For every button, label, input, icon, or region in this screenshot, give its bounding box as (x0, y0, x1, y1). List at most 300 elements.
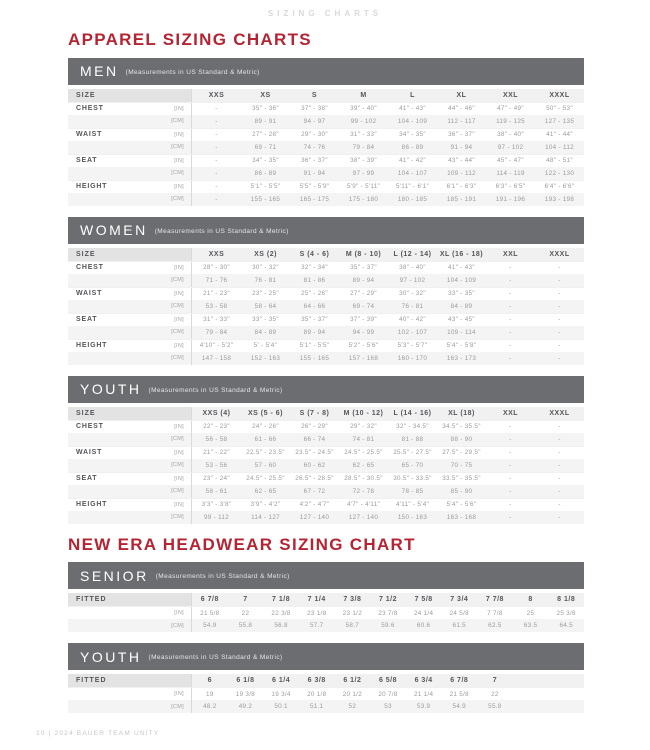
value-cell: 104 - 107 (397, 169, 428, 177)
value-cell: - (558, 501, 561, 509)
value-cell: 61.5 (452, 622, 466, 630)
table-row (68, 180, 584, 193)
value-cell: 81 - 86 (303, 276, 326, 284)
value-cell: 163 - 173 (446, 354, 477, 362)
value-cell: 67 - 72 (303, 487, 326, 495)
value-cell: 22" - 23" (203, 423, 230, 431)
value-cell: 24.5" - 25.5" (246, 475, 285, 483)
col-header: 6 1/8 (236, 677, 255, 685)
row-label-cell (68, 700, 192, 713)
value-cell: - (509, 501, 512, 509)
unit-label: [IN] (174, 610, 184, 617)
value-cell: 127 - 140 (299, 513, 330, 521)
value-cell: 122 - 130 (544, 169, 575, 177)
value-cell: 37" - 39" (350, 316, 377, 324)
value-cell: 28.5" - 30.5" (344, 475, 383, 483)
value-cell: 41" - 44" (546, 131, 573, 139)
value-cell: - (509, 487, 512, 495)
value-cell: - (215, 117, 218, 125)
col-header: M (360, 91, 367, 99)
col-header: 6 7/8 (200, 596, 219, 604)
value-cell: 89 - 91 (254, 117, 277, 125)
value-cell: 24 5/8 (449, 609, 469, 617)
value-cell: 62.5 (488, 622, 502, 630)
value-cell: 19 (206, 690, 214, 698)
value-cell (548, 700, 584, 713)
table-header-row (68, 593, 584, 606)
value-cell: - (558, 276, 561, 284)
value-cell: 160 - 170 (397, 354, 428, 362)
table-row (68, 433, 584, 446)
page-header-label: SIZING CHARTS (267, 9, 383, 18)
value-cell: 65 - 70 (401, 461, 424, 469)
value-cell: - (558, 316, 561, 324)
col-header: XL (18) (448, 409, 475, 417)
unit-label: [CM] (171, 196, 184, 203)
col-header: XXS (208, 250, 225, 258)
value-cell: 57 - 60 (254, 461, 277, 469)
row-label-cell (68, 485, 192, 498)
section-title: YOUTH (80, 381, 142, 398)
unit-label: [CM] (171, 436, 184, 443)
row-label-cell (68, 499, 192, 511)
value-cell: - (509, 513, 512, 521)
table-row (68, 472, 584, 485)
section-title: MEN (80, 63, 119, 80)
table-header-row (68, 674, 584, 687)
value-cell: 79 - 84 (352, 143, 375, 151)
value-cell: - (509, 276, 512, 284)
table-row (68, 606, 584, 619)
col-header: XL (16 - 18) (439, 250, 484, 258)
value-cell: 104 - 109 (397, 117, 428, 125)
value-cell: 86 - 89 (254, 169, 277, 177)
value-cell: 79 - 84 (205, 328, 228, 336)
col-header: XL (456, 91, 467, 99)
value-cell: 20 1/2 (342, 690, 362, 698)
value-cell: 21 1/4 (413, 690, 434, 698)
row-label: HEIGHT (76, 501, 108, 509)
value-cell: - (215, 105, 218, 113)
value-cell: - (509, 475, 512, 483)
table-row (68, 700, 584, 713)
value-cell: 30" - 32" (399, 290, 426, 298)
value-cell: 23 7/8 (378, 609, 398, 617)
row-label-cell (68, 288, 192, 300)
col-header: 7 1/2 (378, 596, 398, 604)
value-cell: 180 - 185 (397, 195, 428, 203)
col-header: 8 1/8 (557, 596, 576, 604)
value-cell: 163 - 168 (446, 513, 477, 521)
page-footer: 10 | 2024 BAUER TEAM UNITY (36, 730, 160, 737)
sizing-table (68, 407, 584, 524)
value-cell: - (558, 328, 561, 336)
value-cell: 155 - 165 (299, 354, 330, 362)
value-cell: 191 - 196 (495, 195, 526, 203)
value-cell: 24" - 26" (252, 423, 279, 431)
value-cell: 99 - 102 (350, 117, 377, 125)
section-subtitle: (Measurements in US Standard & Metric) (155, 573, 290, 581)
row-label-cell (68, 688, 192, 700)
value-cell: 97 - 102 (399, 276, 426, 284)
value-cell: 5'3" - 5'7" (397, 342, 428, 350)
value-cell: 30.5" - 33.5" (393, 475, 432, 483)
row-label: HEIGHT (76, 183, 108, 191)
value-cell: 85 - 90 (450, 487, 473, 495)
section-bar (68, 562, 584, 589)
value-cell: 127 - 140 (348, 513, 379, 521)
unit-label: [IN] (174, 264, 184, 271)
value-cell: 34" - 35" (399, 131, 426, 139)
row-label: WAIST (76, 290, 103, 298)
headwear-charts (68, 562, 584, 713)
value-cell: 97 - 102 (497, 143, 524, 151)
row-label-cell (68, 326, 192, 339)
value-cell: - (215, 183, 218, 191)
value-cell: 51.1 (309, 703, 324, 711)
unit-label: [CM] (171, 144, 184, 151)
value-cell: 26.5" - 28.5" (295, 475, 334, 483)
table-header-row (68, 89, 584, 102)
value-cell: 6'1" - 6'3" (446, 183, 477, 191)
value-cell: 23" - 25" (252, 290, 279, 298)
row-label: CHEST (76, 105, 104, 113)
value-cell: 89 - 94 (303, 328, 326, 336)
row-label-cell (68, 129, 192, 141)
col-header: M (8 - 10) (345, 250, 382, 258)
value-cell: 114 - 127 (251, 513, 280, 521)
row-label-cell (68, 314, 192, 326)
value-cell: - (558, 302, 561, 310)
value-cell: 74 - 76 (303, 143, 326, 151)
table-row (68, 498, 584, 511)
unit-label: [IN] (174, 105, 184, 112)
value-cell: - (215, 169, 218, 177)
col-header: 6 7/8 (450, 677, 469, 685)
value-cell: 193 - 198 (544, 195, 575, 203)
row-label: SEAT (76, 316, 98, 324)
col-header: XXS (4) (202, 409, 231, 417)
value-cell: 20 7/8 (378, 690, 398, 698)
table-row (68, 619, 584, 632)
value-cell: 3'9" - 4'2" (250, 501, 281, 509)
table-row (68, 193, 584, 206)
row-label-cell (68, 193, 192, 206)
value-cell: 72 - 78 (352, 487, 375, 495)
sizing-table (68, 593, 584, 632)
value-cell: 55.8 (238, 622, 253, 630)
value-cell: - (509, 264, 512, 272)
value-cell: 54.9 (452, 703, 466, 711)
value-cell: 27" - 28" (252, 131, 279, 139)
value-cell (513, 688, 549, 700)
value-cell: - (509, 342, 512, 350)
value-cell: 25 (526, 609, 535, 617)
col-header: 7 (492, 677, 498, 685)
value-cell: 7 7/8 (487, 609, 503, 617)
col-header: XXXL (549, 91, 570, 99)
unit-label: [CM] (171, 170, 184, 177)
value-cell: 33" - 35" (448, 290, 475, 298)
value-cell: - (215, 143, 218, 151)
unit-label: [CM] (171, 462, 184, 469)
value-cell: 21" - 22" (203, 449, 230, 457)
value-cell: 5' - 5'4" (253, 342, 278, 350)
value-cell: - (509, 290, 512, 298)
table-row (68, 485, 584, 498)
value-cell: 84 - 89 (450, 302, 473, 310)
col-header: 8 (528, 596, 533, 604)
value-cell: - (215, 131, 218, 139)
section-subtitle: (Measurements in US Standard & Metric) (148, 654, 283, 662)
row-label-cell (68, 433, 192, 446)
value-cell: 19 3/4 (271, 690, 291, 698)
section-subtitle: (Measurements in US Standard & Metric) (125, 68, 260, 76)
value-cell: - (509, 302, 512, 310)
value-cell: 44" - 46" (448, 105, 475, 113)
table-row (68, 326, 584, 339)
value-cell: 5'4" - 5'6" (446, 501, 477, 509)
sizing-table (68, 674, 584, 713)
value-cell: - (509, 354, 512, 362)
value-cell: - (558, 435, 561, 443)
value-cell: 114 - 119 (496, 169, 525, 177)
value-cell: - (558, 290, 561, 298)
row-label: CHEST (76, 264, 104, 272)
value-cell: - (509, 423, 512, 431)
row-label-cell (68, 181, 192, 193)
col-header: XXS (208, 91, 225, 99)
value-cell: 22 3/8 (271, 609, 291, 617)
value-cell: 29" - 32" (350, 423, 377, 431)
col-header: 7 1/4 (307, 596, 326, 604)
row-label-cell (68, 511, 192, 524)
table-row (68, 313, 584, 326)
col-header: XXL (502, 91, 519, 99)
value-cell: 27" - 29" (350, 290, 377, 298)
value-cell: 152 - 163 (250, 354, 281, 362)
col-header: XXL (502, 250, 519, 258)
value-cell: - (509, 461, 512, 469)
unit-label: [IN] (174, 131, 184, 138)
value-cell: - (558, 475, 561, 483)
table-row (68, 167, 584, 180)
row-label-cell (68, 340, 192, 352)
unit-label: [IN] (174, 691, 184, 698)
value-cell: 71 - 76 (205, 276, 228, 284)
value-cell: 34" - 35" (252, 157, 279, 165)
value-cell: 60 - 62 (303, 461, 326, 469)
value-cell: 69 - 71 (254, 143, 277, 151)
row-label: WAIST (76, 449, 103, 457)
value-cell: 4'11" - 5'4" (395, 501, 430, 509)
value-cell: - (558, 487, 561, 495)
value-cell: 22.5" - 23.5" (246, 449, 285, 457)
col-header: 7 1/8 (272, 596, 291, 604)
value-cell: 5'4" - 5'8" (446, 342, 477, 350)
headwear-heading: NEW ERA HEADWEAR SIZING CHART (68, 534, 416, 554)
col-header: S (311, 91, 318, 99)
col-header: L (410, 91, 415, 99)
value-cell: 60.6 (416, 622, 431, 630)
value-cell: 81 - 88 (401, 435, 424, 443)
value-cell: - (558, 264, 561, 272)
value-cell: 64.5 (559, 622, 573, 630)
col-header: 6 3/8 (307, 677, 326, 685)
value-cell: 70 - 75 (450, 461, 473, 469)
unit-label: [CM] (171, 488, 184, 495)
value-cell: 43" - 44" (448, 157, 475, 165)
value-cell: 31" - 33" (203, 316, 230, 324)
table-row (68, 274, 584, 287)
value-cell: 24.5" - 25.5" (344, 449, 383, 457)
apparel-charts (68, 58, 584, 524)
value-cell: 58 - 61 (205, 487, 228, 495)
value-cell: 39" - 40" (350, 105, 377, 113)
value-cell: 86 - 89 (401, 143, 424, 151)
value-cell: 27.5" - 29.5" (442, 449, 481, 457)
unit-label: [IN] (174, 157, 184, 164)
value-cell: 36" - 37" (448, 131, 475, 139)
table-row (68, 287, 584, 300)
col-header: 7 3/4 (450, 596, 469, 604)
value-cell: 91 - 94 (303, 169, 326, 177)
unit-label: [IN] (174, 501, 184, 508)
unit-label: [CM] (171, 303, 184, 310)
value-cell: 22 (491, 690, 499, 698)
value-cell: 55.8 (488, 703, 502, 711)
section-subtitle: (Measurements in US Standard & Metric) (148, 386, 283, 394)
value-cell: 56.8 (274, 622, 288, 630)
value-cell: 23.5" - 24.5" (295, 449, 334, 457)
value-cell: 84 - 89 (254, 328, 277, 336)
value-cell: 62 - 65 (254, 487, 277, 495)
col-header: 6 3/4 (414, 677, 433, 685)
unit-label: [IN] (174, 342, 184, 349)
value-cell: 94 - 97 (303, 117, 326, 125)
col-header: 7 (243, 596, 248, 604)
value-cell: 41" - 43" (448, 264, 475, 272)
unit-label: [CM] (171, 703, 184, 710)
value-cell: 147 - 158 (201, 354, 232, 362)
col-header: L (12 - 14) (393, 250, 432, 258)
value-cell: 104 - 109 (446, 276, 477, 284)
value-cell: 22 (241, 609, 250, 617)
value-cell: 54.9 (203, 622, 217, 630)
unit-label: [CM] (171, 329, 184, 336)
unit-label: [CM] (171, 355, 184, 362)
unit-label: [IN] (174, 423, 184, 430)
row-label-cell (68, 115, 192, 128)
row-label-cell (68, 447, 192, 459)
unit-label: [IN] (174, 290, 184, 297)
value-cell: 32" - 34" (301, 264, 328, 272)
row-label-cell (68, 262, 192, 274)
unit-label: [CM] (171, 622, 184, 629)
section-bar (68, 217, 584, 244)
value-cell: 97 - 99 (352, 169, 375, 177)
value-cell: 150 - 163 (397, 513, 428, 521)
section-women-apparel (68, 217, 584, 365)
col-header: XXXL (549, 409, 570, 417)
value-cell: 52 (348, 703, 357, 711)
col-header: XXXL (549, 250, 570, 258)
value-cell: 109 - 114 (447, 328, 476, 336)
col-header: 7 7/8 (485, 596, 504, 604)
value-cell: 45" - 47" (497, 157, 524, 165)
value-cell: - (558, 342, 561, 350)
fitted-header-cell: FITTED (68, 674, 192, 687)
value-cell: 157 - 168 (348, 354, 379, 362)
value-cell: 38" - 40" (497, 131, 524, 139)
value-cell: 29" - 30" (301, 131, 328, 139)
col-header: 7 5/8 (414, 596, 433, 604)
value-cell: 33.5" - 35.5" (442, 475, 481, 483)
table-row (68, 459, 584, 472)
col-header: XS (2) (254, 250, 277, 258)
value-cell: - (558, 423, 561, 431)
section-youth-headwear (68, 643, 584, 713)
value-cell: 58.7 (345, 622, 360, 630)
value-cell: 99 - 112 (203, 513, 230, 521)
value-cell: 3'3" - 3'8" (201, 501, 232, 509)
value-cell: 47" - 49" (497, 105, 524, 113)
apparel-heading: APPAREL SIZING CHARTS (68, 30, 312, 49)
value-cell: - (558, 513, 561, 521)
section-title: WOMEN (80, 222, 148, 239)
row-label-cell (68, 274, 192, 287)
value-cell: 109 - 112 (447, 169, 476, 177)
value-cell: 34.5" - 35.5" (442, 423, 481, 431)
col-header: XS (5 - 6) (248, 409, 283, 417)
fitted-header-cell: FITTED (68, 593, 192, 606)
table-header-row (68, 407, 584, 420)
col-header: S (4 - 6) (299, 250, 330, 258)
value-cell: 19 3/8 (235, 690, 256, 698)
sizing-table (68, 89, 584, 206)
value-cell: 35" - 37" (350, 264, 377, 272)
col-header: XS (260, 91, 271, 99)
row-label-cell (68, 607, 192, 619)
unit-label: [CM] (171, 277, 184, 284)
size-header-cell: SIZE (68, 89, 192, 102)
value-cell: 28" - 30" (203, 264, 230, 272)
table-header-row (68, 248, 584, 261)
value-cell: 58 - 64 (254, 302, 277, 310)
value-cell: 57.7 (309, 622, 324, 630)
value-cell: 5'2" - 5'6" (348, 342, 379, 350)
value-cell: 49.2 (238, 703, 253, 711)
table-row (68, 511, 584, 524)
sizing-table (68, 248, 584, 365)
value-cell: 31" - 33" (350, 131, 377, 139)
unit-label: [IN] (174, 475, 184, 482)
value-cell: 5'1" - 5'5" (299, 342, 330, 350)
value-cell: 23 1/8 (307, 609, 327, 617)
value-cell: 53.9 (416, 703, 431, 711)
value-cell: 5'1" - 5'5" (250, 183, 281, 191)
value-cell (513, 700, 549, 713)
value-cell: 102 - 107 (397, 328, 428, 336)
value-cell: 40" - 42" (399, 316, 426, 324)
value-cell: 4'10" - 5'2" (199, 342, 234, 350)
value-cell: 64 - 66 (303, 302, 326, 310)
value-cell: 26" - 29" (301, 423, 328, 431)
value-cell: 4'2" - 4'7" (299, 501, 330, 509)
section-bar (68, 643, 584, 670)
value-cell: - (509, 435, 512, 443)
value-cell: 104 - 112 (545, 143, 574, 151)
